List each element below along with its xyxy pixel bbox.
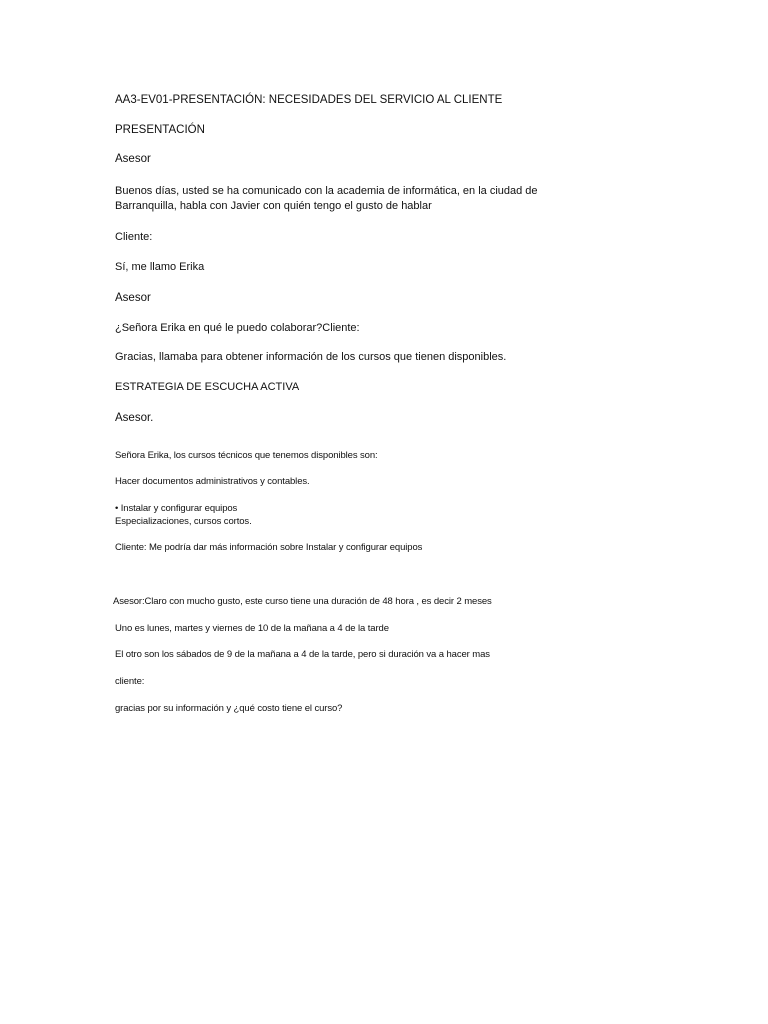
paragraph-line: Barranquilla, habla con Javier con quién tengo el gusto de hablar [115,200,432,212]
speaker-label: cliente: [115,676,145,687]
speaker-label: Asesor [115,153,151,165]
course-item: Hacer documentos administrativos y contables. [115,476,310,487]
paragraph-line: gracias por su información y ¿qué costo tiene el curso? [115,703,343,714]
section-heading-presentacion: PRESENTACIÓN [115,124,205,136]
paragraph-line: Señora Erika, los cursos técnicos que tenemos disponibles son: [115,450,378,461]
section-heading-escucha: ESTRATEGIA DE ESCUCHA ACTIVA [115,381,300,393]
speaker-label: Asesor. [115,412,154,424]
paragraph-line: ¿Señora Erika en qué le puedo colaborar?Cliente: [115,322,360,334]
paragraph-line: Cliente: Me podría dar más información sobre Instalar y configurar equipos [115,542,423,553]
paragraph-line: Uno es lunes, martes y viernes de 10 de la mañana a 4 de la tarde [115,623,389,634]
paragraph-line: Asesor:Claro con mucho gusto, este curso tiene una duración de 48 hora , es decir 2 meses [113,596,492,607]
paragraph-line: Sí, me llamo Erika [115,261,205,273]
course-item: • Instalar y configurar equipos [115,503,238,514]
course-item: Especializaciones, cursos cortos. [115,516,252,527]
paragraph-line: El otro son los sábados de 9 de la mañana a 4 de la tarde, pero si duración va a hacer mas [115,649,490,660]
speaker-label: Cliente: [115,231,153,243]
paragraph-line: Buenos días, usted se ha comunicado con la academia de informática, en la ciudad de [115,185,538,197]
paragraph-line: Gracias, llamaba para obtener información de los cursos que tienen disponibles. [115,351,507,363]
document-title: AA3-EV01-PRESENTACIÓN: NECESIDADES DEL SERVICIO AL CLIENTE [115,94,503,106]
speaker-label: Asesor [115,292,151,304]
